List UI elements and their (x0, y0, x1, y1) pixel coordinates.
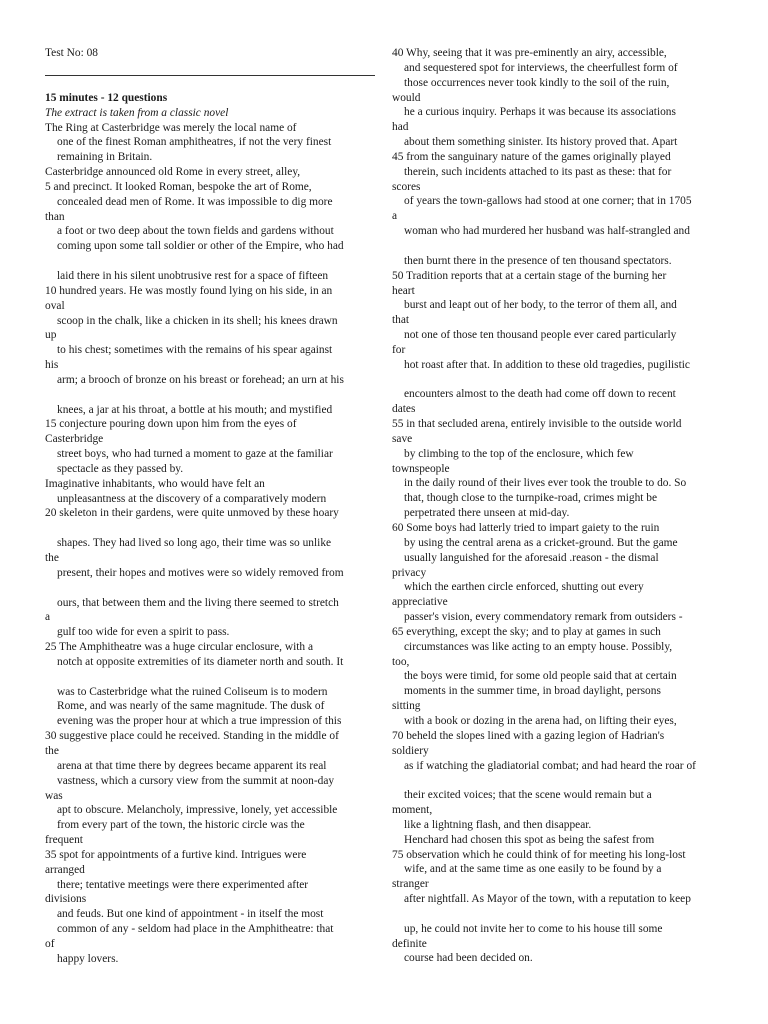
passage-line: that, though close to the turnpike-road, crimes might be (404, 492, 658, 505)
passage-line: he a curious inquiry. Perhaps it was because its associations (404, 106, 676, 119)
passage-line: happy lovers. (57, 952, 119, 965)
passage-line: of years the town-gallows had stood at one corner; that in 1705 (404, 195, 692, 208)
passage-line: arranged (45, 863, 85, 876)
passage-line: 45 from the sanguinary nature of the games originally played (392, 150, 671, 163)
passage-right-body (392, 46, 722, 966)
passage-line: present, their hopes and motives were so widely removed from (57, 566, 344, 579)
passage-line: arm; a brooch of bronze on his breast or forehead; an urn at his (57, 373, 344, 386)
passage-line: scoop in the chalk, like a chicken in its shell; his knees drawn (57, 314, 338, 327)
passage-line: street boys, who had turned a moment to gaze at the familiar (57, 448, 333, 461)
passage-line: 60 Some boys had latterly tried to impart gaiety to the ruin (392, 522, 660, 534)
passage-line: and sequestered spot for interviews, the cheerfullest form of (404, 61, 678, 74)
passage-line: was (45, 789, 63, 802)
passage-line: 55 in that secluded arena, entirely invisible to the outside world (392, 418, 682, 431)
passage-line: The Ring at Casterbridge was merely the local name of (45, 121, 297, 134)
passage-line (45, 521, 380, 536)
passage-line (45, 254, 380, 269)
passage-line (392, 373, 722, 388)
passage-line: shapes. They had lived so long ago, their time was so unlike (57, 537, 332, 550)
test-title: 15 minutes - 12 questions (45, 91, 168, 104)
right-column (392, 46, 722, 966)
passage-line: a foot or two deep about the town fields and gardens without (57, 225, 334, 238)
passage-line: then burnt there in the presence of ten thousand spectators. (404, 254, 672, 267)
passage-line: about them something sinister. Its history proved that. Apart (404, 136, 678, 149)
passage-line: common of any - seldom had place in the Amphitheatre: that (57, 923, 334, 936)
passage-line (45, 581, 380, 596)
passage-line: appreciative (392, 596, 448, 609)
passage-line: 40 Why, seeing that it was pre-eminently an airy, accessible, (392, 47, 667, 59)
passage-line: privacy (392, 566, 427, 579)
test-number: Test No: 08 (45, 47, 98, 59)
passage-line: not one of those ten thousand people ever cared particularly (404, 329, 677, 342)
passage-line: concealed dead men of Rome. It was impossible to dig more (57, 195, 333, 208)
passage-line: Rome, and was nearly of the same magnitude. The dusk of (57, 700, 325, 713)
passage-line: arena at that time there by degrees became apparent its real (57, 759, 327, 772)
passage-line: remaining in Britain. (57, 151, 153, 164)
passage-line: than (45, 210, 65, 223)
passage-left-body (45, 121, 380, 967)
passage-line: coming upon some tall soldier or other of the Empire, who had (57, 240, 344, 253)
passage-line: that (392, 314, 410, 327)
passage-line: 50 Tradition reports that at a certain stage of the burning her (392, 269, 667, 282)
passage-line: from every part of the town, the historic circle was the (57, 819, 305, 832)
passage-line: frequent (45, 834, 83, 847)
passage-line: scores (392, 180, 421, 193)
passage-line: encounters almost to the death had come off down to recent (404, 388, 676, 401)
passage-line (392, 773, 722, 788)
passage-line: stranger (392, 878, 429, 891)
passage-line: 10 hundred years. He was mostly found lying on his side, in an (45, 284, 333, 297)
test-subtitle: The extract is taken from a classic novel (45, 106, 229, 119)
passage-line: heart (392, 284, 415, 297)
passage-line (392, 907, 722, 922)
passage-line: definite (392, 937, 427, 950)
passage-line (392, 239, 722, 254)
passage-line: soldiery (392, 744, 429, 757)
passage-line: Henchard had chosen this spot as being the safest from (404, 833, 655, 846)
passage-line: townspeople (392, 462, 450, 475)
passage-line: notch at opposite extremities of its diameter north and south. It (57, 655, 344, 668)
passage-line: Imaginative inhabitants, who would have felt an (45, 477, 265, 490)
passage-line: unpleasantness at the discovery of a comparatively modern (57, 492, 327, 505)
passage-line (45, 388, 380, 403)
passage-line: by using the central arena as a cricket-ground. But the game (404, 536, 678, 549)
passage-line: would (392, 91, 421, 104)
passage-line: circumstances was like acting to an empty house. Possibly, (404, 640, 673, 653)
passage-line: up (45, 329, 57, 342)
passage-line: course had been decided on. (404, 952, 533, 965)
passage-line: Casterbridge (45, 433, 104, 446)
passage-line: 5 and precinct. It looked Roman, bespoke the art of Rome, (45, 180, 312, 193)
passage-line: of (45, 937, 55, 950)
passage-line: usually languished for the aforesaid .reason - the dismal (404, 551, 659, 564)
passage-line: passer's vision, every commendatory remark from outsiders - (404, 611, 683, 624)
passage-line: evening was the proper hour at which a true impression of this (57, 715, 342, 728)
left-column (45, 46, 380, 967)
passage-line: vastness, which a cursory view from the summit at noon-day (57, 774, 335, 787)
passage-line: and feuds. But one kind of appointment - in itself the most (57, 908, 324, 921)
passage-line: for (392, 343, 406, 356)
passage-line: too, (392, 655, 410, 668)
passage-line: his (45, 359, 59, 372)
passage-line: sitting (392, 700, 421, 713)
passage-line: hot roast after that. In addition to these old tragedies, pugilistic (404, 358, 690, 371)
passage-line: save (392, 432, 413, 445)
passage-line: gulf too wide for even a spirit to pass. (57, 626, 230, 639)
passage-line: those occurrences never took kindly to the soil of the ruin, (404, 76, 670, 89)
passage-line: 65 everything, except the sky; and to play at games in such (392, 625, 661, 638)
passage-line: dates (392, 403, 416, 416)
passage-line: burst and leapt out of her body, to the terror of them all, and (404, 299, 677, 312)
passage-line: 35 spot for appointments of a furtive kind. Intrigues were (45, 848, 307, 861)
passage-line: wife, and at the same time as one easily to be found by a (404, 863, 662, 876)
passage-line: divisions (45, 893, 87, 906)
passage-line: moments in the summer time, in broad daylight, persons (404, 685, 661, 698)
passage-line (45, 670, 380, 685)
passage-line: one of the finest Roman amphitheatres, if not the very finest (57, 136, 332, 149)
passage-line: a (392, 210, 398, 223)
passage-line: to his chest; sometimes with the remains of his spear against (57, 344, 333, 357)
passage-line: like a lightning flash, and then disappear. (404, 818, 592, 831)
passage-line: perpetrated there unseen at mid-day. (404, 507, 570, 520)
passage-line: oval (45, 299, 65, 312)
passage-line: 20 skeleton in their gardens, were quite unmoved by these hoary (45, 507, 339, 520)
passage-line: after nightfall. As Mayor of the town, with a reputation to keep (404, 893, 691, 906)
passage-line: ours, that between them and the living there seemed to stretch (57, 596, 339, 609)
passage-line: 70 beheld the slopes lined with a gazing legion of Hadrian's (392, 729, 665, 742)
passage-line: their excited voices; that the scene would remain but a (404, 789, 652, 802)
passage-line: moment, (392, 804, 433, 817)
passage-line: by climbing to the top of the enclosure, which few (404, 447, 634, 460)
passage-line: Casterbridge announced old Rome in every street, alley, (45, 166, 301, 179)
passage-line: apt to obscure. Melancholy, impressive, lonely, yet accessible (57, 804, 338, 817)
passage-line: with a book or dozing in the arena had, on lifting their eyes, (404, 714, 677, 727)
passage-line: woman who had murdered her husband was half-strangled and (404, 225, 690, 238)
passage-line: which the earthen circle enforced, shutting out every (404, 581, 644, 594)
passage-line: 75 observation which he could think of for meeting his long-lost (392, 848, 686, 861)
passage-line: was to Casterbridge what the ruined Coliseum is to modern (57, 685, 328, 698)
passage-line: therein, such incidents attached to its past as these: that for (404, 165, 672, 178)
passage-line: 25 The Amphitheatre was a huge circular enclosure, with a (45, 641, 314, 654)
passage-line: the (45, 744, 59, 757)
passage-line: the (45, 552, 59, 564)
passage-line: 15 conjecture pouring down upon him from the eyes of (45, 418, 297, 431)
passage-line: there; tentative meetings were there experimented after (57, 878, 309, 891)
passage-line: 30 suggestive place could he received. Standing in the middle of (45, 730, 339, 743)
header-divider (45, 75, 375, 76)
passage-line: had (392, 121, 409, 134)
passage-line: up, he could not invite her to come to his house till some (404, 922, 663, 935)
passage-line: knees, a jar at his throat, a bottle at his mouth; and mystified (57, 403, 333, 416)
passage-line: spectacle as they passed by. (57, 462, 184, 475)
passage-line: the boys were timid, for some old people said that at certain (404, 670, 677, 683)
passage-line: laid there in his silent unobtrusive rest for a space of fifteen (57, 269, 329, 282)
passage-line: a (45, 611, 51, 624)
passage-line: in the daily round of their lives ever took the trouble to do. So (404, 477, 687, 490)
passage-line: as if watching the gladiatorial combat; and had heard the roar of (404, 759, 696, 772)
